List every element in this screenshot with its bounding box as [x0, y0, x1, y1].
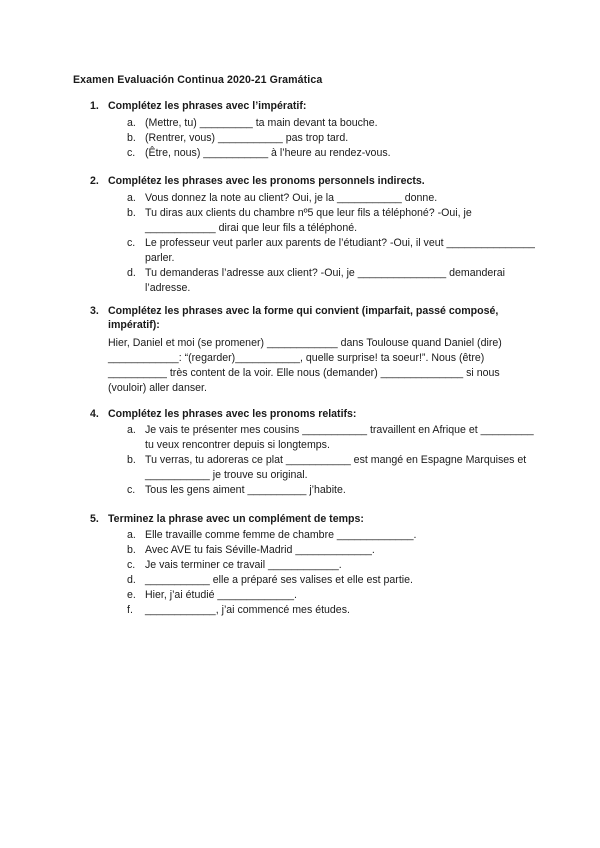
- item-text: Tous les gens aiment __________ j’habite.: [145, 484, 346, 496]
- exercise-heading: Terminez la phrase avec un complément de temps:: [108, 513, 364, 525]
- page-title: Examen Evaluación Continua 2020-21 Gramática: [73, 74, 323, 86]
- item-text: ___________ elle a préparé ses valises et elle est partie.: [145, 574, 413, 586]
- item-text: Tu diras aux clients du chambre nº5 que leur fils a téléphoné? -Oui, je ____________ dirai que leur fils a téléphoné.: [145, 207, 472, 234]
- item-letter: b.: [127, 544, 136, 556]
- item-text: Je vais te présenter mes cousins ___________ travaillent en Afrique et _________ tu veux rencontrer depuis si longtemps.: [145, 424, 534, 451]
- item-letter: b.: [127, 132, 136, 144]
- exercise-paragraph: Hier, Daniel et moi (se promener) ____________ dans Toulouse quand Daniel (dire) ____________: “(regarder)___________, quelle surprise! ta soeur!”. Nous (être) __________ très content de la voir. Elle nous (demander) ______________ si nous (vouloir) aller danser.: [108, 337, 502, 394]
- item-letter: d.: [127, 574, 136, 586]
- item-text: Vous donnez la note au client? Oui, je la ___________ donne.: [145, 192, 438, 204]
- item-letter: a.: [127, 192, 136, 204]
- item-text: Tu demanderas l’adresse aux client? -Oui, je _______________ demanderai l’adresse.: [145, 267, 506, 294]
- item-text: Je vais terminer ce travail ____________.: [145, 559, 342, 571]
- exercise-heading: Complétez les phrases avec l’impératif:: [108, 100, 307, 112]
- item-letter: c.: [127, 484, 136, 496]
- item-text: Tu verras, tu adoreras ce plat ___________ est mangé en Espagne Marquises et ___________ je trouve su original.: [145, 454, 527, 481]
- item-letter: e.: [127, 589, 136, 601]
- item-letter: a.: [127, 529, 136, 541]
- item-letter: a.: [127, 424, 136, 436]
- item-text: ____________, j’ai commencé mes études.: [145, 604, 350, 616]
- item-letter: a.: [127, 117, 136, 129]
- item-text: (Mettre, tu) _________ ta main devant ta bouche.: [145, 117, 378, 129]
- item-text: (Rentrer, vous) ___________ pas trop tard.: [145, 132, 349, 144]
- item-text: Le professeur veut parler aux parents de l’étudiant? -Oui, il veut _______________ parler.: [145, 237, 535, 264]
- exercise-heading: Complétez les phrases avec la forme qui convient (imparfait, passé composé, impératif):: [108, 305, 499, 331]
- item-text: Avec AVE tu fais Séville-Madrid _____________.: [145, 544, 375, 556]
- item-letter: f.: [127, 604, 133, 616]
- exercise-heading: Complétez les phrases avec les pronoms personnels indirects.: [108, 175, 425, 187]
- item-letter: c.: [127, 147, 136, 159]
- item-text: (Être, nous) ___________ à l’heure au rendez-vous.: [145, 147, 391, 159]
- exercise-number: 1.: [90, 100, 99, 112]
- exercise-number: 3.: [90, 305, 99, 317]
- exercise-number: 2.: [90, 175, 99, 187]
- item-text: Hier, j’ai étudié _____________.: [145, 589, 297, 601]
- item-letter: d.: [127, 267, 136, 279]
- item-text: Elle travaille comme femme de chambre _____________.: [145, 529, 417, 541]
- exercise-number: 4.: [90, 408, 99, 420]
- item-letter: b.: [127, 207, 136, 219]
- exercise-heading: Complétez les phrases avec les pronoms relatifs:: [108, 408, 357, 420]
- exercise-number: 5.: [90, 513, 99, 525]
- item-letter: b.: [127, 454, 136, 466]
- item-letter: c.: [127, 237, 136, 249]
- item-letter: c.: [127, 559, 136, 571]
